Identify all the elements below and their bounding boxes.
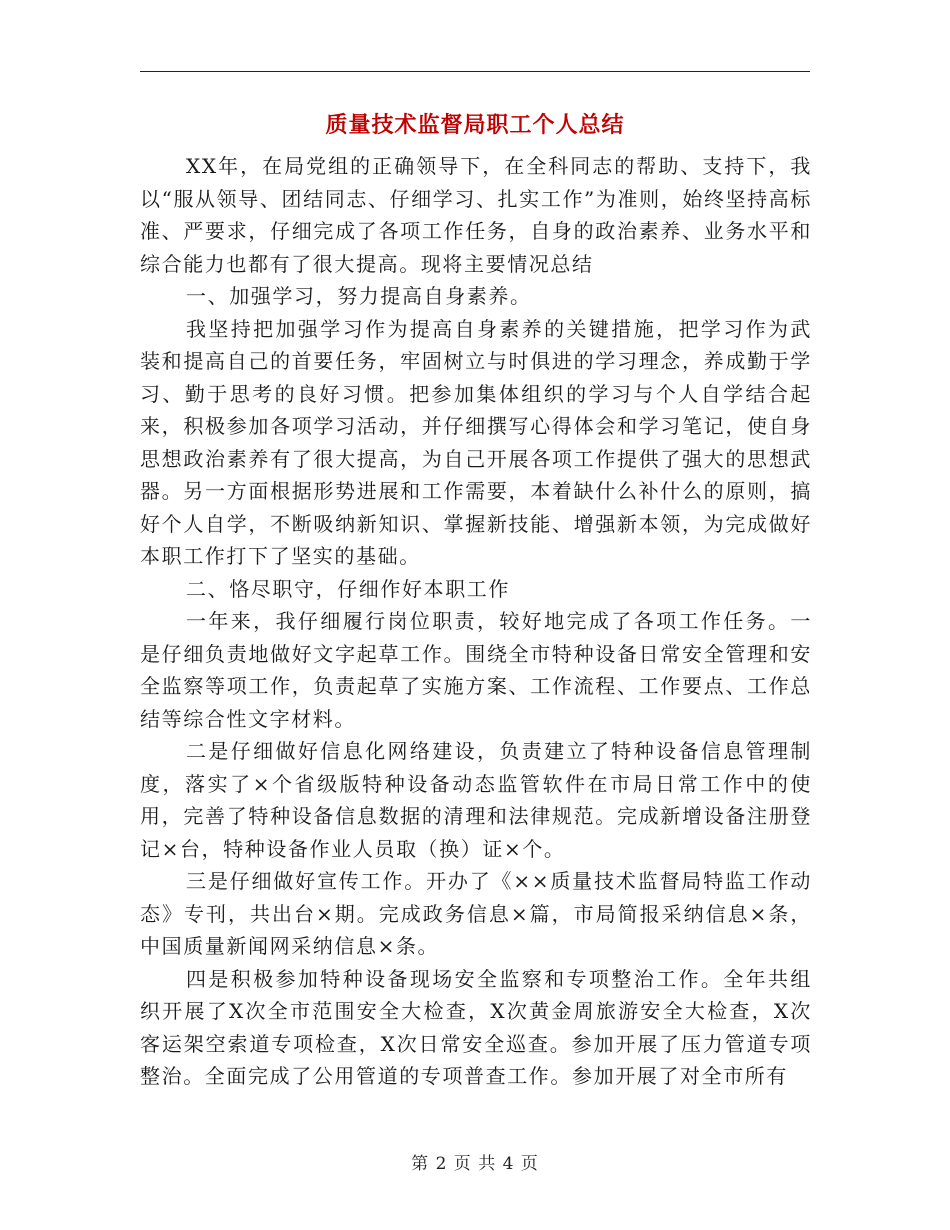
header-rule [140, 71, 810, 72]
section-heading-2: 二、恪尽职守，仔细作好本职工作 [186, 576, 510, 601]
document-title: 质量技术监督局职工个人总结 [325, 113, 625, 138]
paragraph-duty-1: 一年来，我仔细履行岗位职责，较好地完成了各项工作任务。一是仔细负责地做好文字起草工作。围绕全市特种设备日常安全管理和安全监察等项工作，负责起草了实施方案、工作流程、工作要点、工作总结等综合性文字材料。 [140, 609, 812, 731]
paragraph-intro: XX年，在局党组的正确领导下，在全科同志的帮助、支持下，我以“服从领导、团结同志、仔细学习、扎实工作”为准则，始终坚持高标准、严要求，仔细完成了各项工作任务，自身的政治素养、业务水平和综合能力也都有了很大提高。现将主要情况总结 [140, 154, 812, 276]
section-heading-1: 一、加强学习，努力提高自身素养。 [186, 284, 532, 308]
paragraph-duty-2: 二是仔细做好信息化网络建设，负责建立了特种设备信息管理制度，落实了×个省级版特种设备动态监管软件在市局日常工作中的使用，完善了特种设备信息数据的清理和法律规范。完成新增设备注册登记×台，特种设备作业人员取（换）证×个。 [140, 739, 812, 861]
paragraph-study: 我坚持把加强学习作为提高自身素养的关键措施，把学习作为武装和提高自己的首要任务，牢固树立与时俱进的学习理念，养成勤于学习、勤于思考的良好习惯。把参加集体组织的学习与个人自学结合起来，积极参加各项学习活动，并仔细撰写心得体会和学习笔记，使自身思想政治素养有了很大提高，为自己开展各项工作提供了强大的思想武器。另一方面根据形势进展和工作需要，本着缺什么补什么的原则，搞好个人自学，不断吸纳新知识、掌握新技能、增强新本领，为完成做好本职工作打下了坚实的基础。 [140, 316, 812, 568]
paragraph-duty-3: 三是仔细做好宣传工作。开办了《××质量技术监督局特监工作动态》专刊，共出台×期。完成政务信息×篇，市局简报采纳信息×条，中国质量新闻网采纳信息×条。 [140, 869, 812, 958]
page-number: 第 2 页 共 4 页 [411, 1154, 539, 1174]
document-body [140, 150, 812, 1093]
paragraph-duty-4: 四是积极参加特种设备现场安全监察和专项整治工作。全年共组织开展了X次全市范围安全大检查，X次黄金周旅游安全大检查，X次客运架空索道专项检查，X次日常安全巡查。参加开展了压力管道专项整治。全面完成了公用管道的专项普查工作。参加开展了对全市所有 [140, 966, 812, 1088]
